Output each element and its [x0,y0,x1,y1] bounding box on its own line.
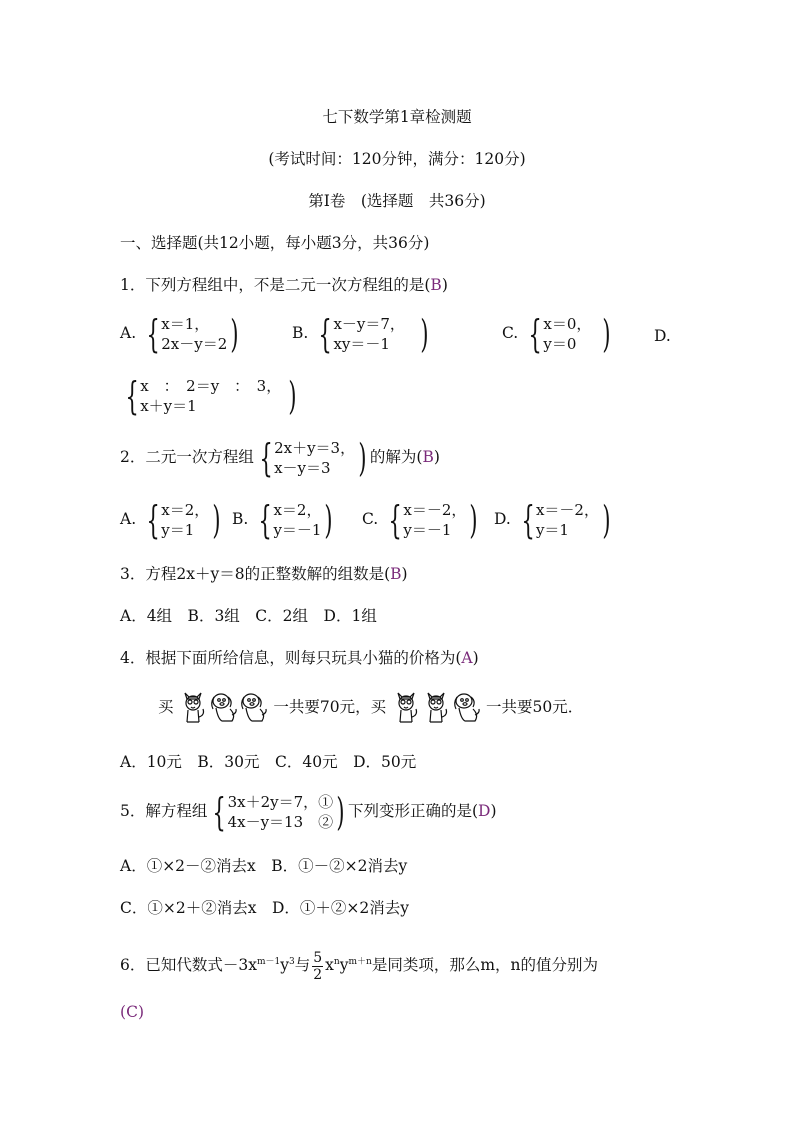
paren-close: ) [433,448,440,466]
equation-line: x＝2， [161,501,210,519]
question-text: 5．解方程组 [120,802,208,820]
question-text: 1．下列方程组中，不是二元一次方程组的是( [120,276,431,294]
paren-close: ) [401,565,408,583]
equation-system: { x ： 2＝y ： 3， x＋y＝1 ) [125,374,297,418]
figure-text: 买 [158,698,174,716]
cat-icon [391,689,421,725]
option-label: D. [494,510,511,528]
equation-system: { x＝0， y＝0 ) [528,312,611,356]
question-text: x [325,956,334,975]
section-heading: 一、选择题(共12小题，每小题3分，共36分) [120,234,430,252]
question-text: 3．方程2x＋y＝8的正整数解的组数是( [120,565,391,583]
equation-line: x＝1， [161,315,210,333]
figure-text: 一共要70元，买 [273,698,387,716]
option-label: A. [120,324,137,342]
question-text: 与 [294,956,311,975]
equation-system: { x＝－2， y＝－1 ) [388,498,478,542]
equation-line: x ： 2＝y ： 3， [140,377,282,395]
equation-system: { x＝－2， y＝1 ) [521,498,611,542]
answer-mark: B [422,448,434,466]
question-text: 是同类项，那么m，n的值分别为 [371,956,599,975]
paren-close: ) [137,1003,144,1021]
question-1-option-c [502,314,614,354]
question-text: y [280,956,289,975]
equation-system: { x＝1， 2x－y＝2 ) [146,312,239,356]
question-text: 的解为( [369,448,423,466]
question-4-options: A．10元 B．30元 C．40元 D．50元 [120,753,417,771]
equation-system: { 2x＋y＝3， x－y＝3 ) [259,436,367,480]
equation-line: y＝－1 [273,521,322,539]
question-5-options-line-2: C．①×2＋②消去x D．①＋②×2消去y [120,899,409,917]
equation-line: x＋y＝1 [140,397,197,415]
answer-mark: A [461,649,473,667]
question-2-option-c [362,500,481,540]
question-3-stem [120,564,408,584]
equation-line: x－y＝7， [333,315,405,333]
equation-line: x＝－2， [535,501,599,519]
question-2-option-a [120,500,224,540]
equation-line: x＝－2， [403,501,467,519]
paren-open: ( [120,1003,127,1021]
equation-system: { x＝2， y＝1 ) [146,498,221,542]
equation-line: y＝1 [161,521,195,539]
option-label: C. [502,324,519,342]
exponent: m＋n [348,957,372,967]
equation-line: 3x＋2y＝7，① [227,793,334,811]
question-2-option-d [494,500,614,540]
cat-icon [421,689,451,725]
question-text: 下列变形正确的是( [347,802,479,820]
question-1-option-b [292,314,432,354]
dog-icon [238,689,268,725]
paren-close: ) [441,276,448,294]
question-4-figure [158,686,583,726]
figure-text: 一共要50元． [486,698,584,716]
equation-line: y＝－1 [403,521,452,539]
paren-close: ) [490,802,497,820]
question-6-stem [120,944,599,983]
equation-line: x＝0， [543,315,592,333]
question-5-options-line-1: A．①×2－②消去x B．①－②×2消去y [120,857,408,875]
question-1-option-d [120,376,300,416]
answer-mark: D [478,802,491,820]
option-label: A. [120,510,137,528]
page-title: 七下数学第1章检测题 [322,108,472,126]
equation-system: { 3x＋2y＝7，① 4x－y＝13 ② ) [212,790,345,834]
question-1-stem [120,275,448,295]
fraction [312,950,323,983]
question-6-answer [120,1002,144,1022]
question-text: y [339,956,349,975]
equation-line: x＝2， [273,501,322,519]
exponent: n [333,957,340,967]
question-1-option-a [120,314,242,358]
question-text: 2．二元一次方程组 [120,448,254,466]
question-2-option-b [232,500,336,540]
question-3-options: A．4组 B．3组 C．2组 D．1组 [120,607,377,625]
fraction-denominator: 2 [313,966,323,983]
exam-subtitle: (考试时间：120分钟，满分：120分) [268,150,526,168]
equation-line: x－y＝3 [274,459,331,477]
equation-system: { x－y＝7， xy＝－1 ) [318,312,429,356]
answer-mark: C [126,1003,138,1021]
exponent: m－1 [256,957,281,967]
equation-line: y＝1 [535,521,569,539]
question-text: 4．根据下面所给信息，则每只玩具小猫的价格为( [120,649,462,667]
dog-icon [451,689,481,725]
part-heading: 第Ⅰ卷 (选择题 共36分) [308,192,486,210]
dog-icon [208,689,238,725]
cat-icon [178,689,208,725]
option-label: B. [292,324,309,342]
equation-system: { x＝2， y＝－1 ) [258,498,333,542]
equation-line: 2x＋y＝3， [274,439,356,457]
question-5-stem [120,792,497,832]
question-2-stem [120,438,440,478]
equation-line: 2x－y＝2 [161,335,228,353]
option-label: B. [232,510,249,528]
paren-close: ) [472,649,479,667]
answer-mark: B [430,276,442,294]
question-1-option-d-label: D. [654,327,671,345]
equation-line: 4x－y＝13 ② [227,813,334,831]
question-text: 6．已知代数式－3x [120,956,257,975]
question-4-stem [120,648,479,668]
answer-mark: B [390,565,402,583]
option-label: C. [362,510,379,528]
fraction-numerator: 5 [313,949,323,966]
equation-line: y＝0 [543,335,577,353]
equation-line: xy＝－1 [333,335,390,353]
exponent: 3 [289,957,295,967]
